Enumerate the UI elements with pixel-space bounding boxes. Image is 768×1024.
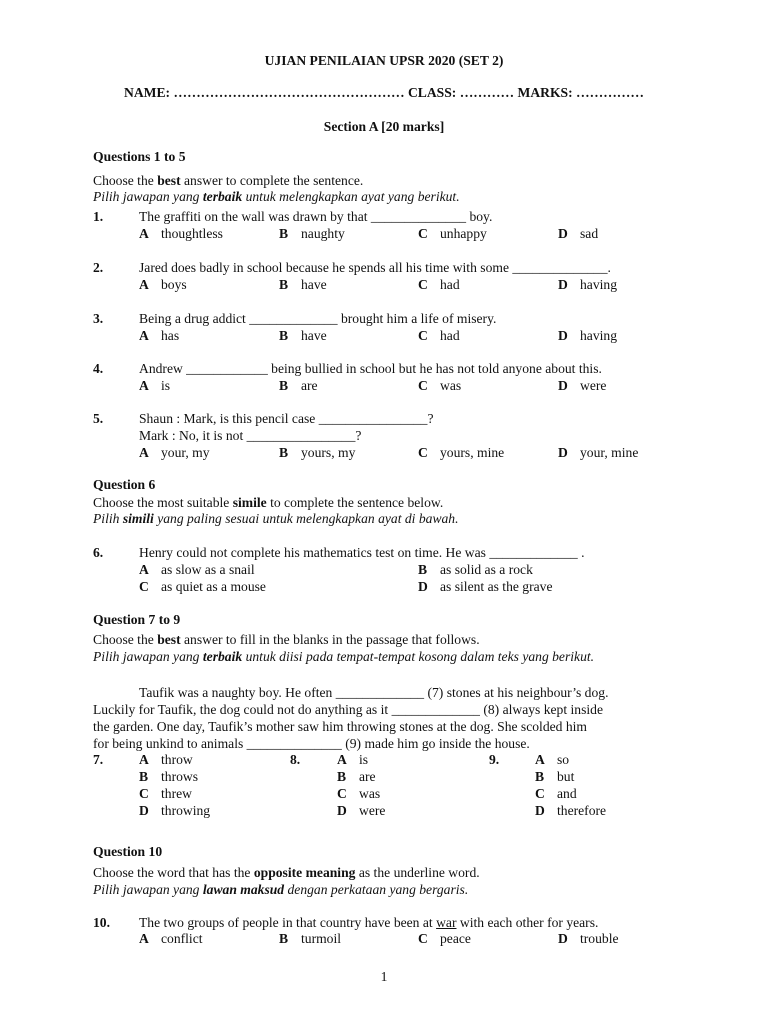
q1-option-a[interactable]: A thoughtless: [139, 226, 223, 241]
question-5-number: 5.: [93, 411, 104, 426]
question-7-number: 7.: [93, 752, 104, 767]
q2-option-a[interactable]: A boys: [139, 277, 187, 292]
q3-option-d[interactable]: D having: [558, 328, 617, 343]
question-1-text: The graffiti on the wall was drawn by that ______________ boy.: [139, 209, 493, 224]
q9-option-d[interactable]: D therefore: [535, 803, 607, 818]
question-10-text: The two groups of people in that country have been at war with each other for years.: [139, 915, 599, 930]
question-3-text: Being a drug addict _____________ brought him a life of misery.: [139, 311, 497, 326]
passage-line-3: the garden. One day, Taufik’s mother saw him throwing stones at the dog. She scolded him: [93, 719, 587, 734]
q3-option-b[interactable]: B have: [279, 328, 327, 343]
q7-option-a[interactable]: A throw: [139, 752, 193, 767]
q8-option-c[interactable]: C was: [337, 786, 381, 801]
q1-option-c[interactable]: C unhappy: [418, 226, 487, 241]
q5-option-d[interactable]: D your, mine: [558, 445, 639, 460]
passage-line-2: Luckily for Taufik, the dog could not do anything as it _____________ (8) always kept inside: [93, 702, 603, 717]
question-3-number: 3.: [93, 311, 104, 326]
question-5-text: Shaun : Mark, is this pencil case ________________?: [139, 411, 434, 426]
question-1-number: 1.: [93, 209, 104, 224]
instruction-10-malay: Pilih jawapan yang lawan maksud dengan perkataan yang bergaris.: [93, 882, 469, 897]
instruction-6: Choose the most suitable simile to complete the sentence below.: [93, 495, 444, 510]
question-10-number: 10.: [93, 915, 110, 930]
passage-line-4: for being unkind to animals ______________ (9) made him go inside the house.: [93, 736, 530, 751]
instruction-7-9: Choose the best answer to fill in the blanks in the passage that follows.: [93, 632, 480, 647]
underlined-word: war: [436, 915, 457, 930]
q9-option-a[interactable]: A so: [535, 752, 570, 767]
q4-option-d[interactable]: D were: [558, 378, 607, 393]
q7-option-b[interactable]: B throws: [139, 769, 199, 784]
q4-option-b[interactable]: B are: [279, 378, 318, 393]
q10-option-b[interactable]: B turmoil: [279, 931, 342, 946]
question-4-text: Andrew ____________ being bullied in school but he has not told anyone about this.: [139, 361, 602, 376]
q6-option-c[interactable]: C as quiet as a mouse: [139, 579, 266, 594]
questions-7-9-heading: Question 7 to 9: [93, 612, 181, 627]
q5-option-b[interactable]: B yours, my: [279, 445, 356, 460]
q8-option-d[interactable]: D were: [337, 803, 386, 818]
q10-option-a[interactable]: A conflict: [139, 931, 203, 946]
instruction-7-9-malay: Pilih jawapan yang terbaik untuk diisi pada tempat-tempat kosong dalam teks yang berikut.: [93, 649, 595, 664]
instruction-6-malay: Pilih simili yang paling sesuai untuk melengkapkan ayat di bawah.: [93, 511, 459, 526]
q3-option-a[interactable]: A has: [139, 328, 180, 343]
q1-option-d[interactable]: D sad: [558, 226, 599, 241]
q10-option-c[interactable]: C peace: [418, 931, 471, 946]
question-2-text: Jared does badly in school because he spends all his time with some ______________.: [139, 260, 611, 275]
q5-option-c[interactable]: C yours, mine: [418, 445, 505, 460]
passage-line-1: Taufik was a naughty boy. He often _____________ (7) stones at his neighbour’s dog.: [139, 685, 609, 700]
q2-option-d[interactable]: D having: [558, 277, 617, 292]
question-9-number: 9.: [489, 752, 500, 767]
question-10-heading: Question 10: [93, 844, 163, 859]
instruction-1-5: Choose the best answer to complete the sentence.: [93, 173, 364, 188]
question-8-number: 8.: [290, 752, 301, 767]
q6-option-b[interactable]: B as solid as a rock: [418, 562, 533, 577]
q4-option-a[interactable]: A is: [139, 378, 171, 393]
page-number: 1: [380, 969, 388, 984]
q2-option-c[interactable]: C had: [418, 277, 460, 292]
question-6-text: Henry could not complete his mathematics test on time. He was _____________ .: [139, 545, 585, 560]
q9-option-b[interactable]: B but: [535, 769, 575, 784]
q2-option-b[interactable]: B have: [279, 277, 327, 292]
question-6-heading: Question 6: [93, 477, 156, 492]
questions-1-5-heading: Questions 1 to 5: [93, 149, 186, 164]
q7-option-d[interactable]: D throwing: [139, 803, 211, 818]
exam-title: UJIAN PENILAIAN UPSR 2020 (SET 2): [264, 53, 504, 68]
question-4-number: 4.: [93, 361, 104, 376]
q9-option-c[interactable]: C and: [535, 786, 577, 801]
q7-option-c[interactable]: C threw: [139, 786, 192, 801]
q3-option-c[interactable]: C had: [418, 328, 460, 343]
q10-option-d[interactable]: D trouble: [558, 931, 619, 946]
student-info-line: NAME: …………………………………………… CLASS: ………… MARKS: ……………: [124, 85, 644, 100]
section-heading: Section A [20 marks]: [323, 119, 445, 134]
question-6-number: 6.: [93, 545, 104, 560]
instruction-10: Choose the word that has the opposite meaning as the underline word.: [93, 865, 480, 880]
q4-option-c[interactable]: C was: [418, 378, 462, 393]
question-2-number: 2.: [93, 260, 104, 275]
instruction-1-5-malay: Pilih jawapan yang terbaik untuk melengkapkan ayat yang berikut.: [93, 189, 460, 204]
q5-option-a[interactable]: A your, my: [139, 445, 210, 460]
q1-option-b[interactable]: B naughty: [279, 226, 345, 241]
q8-option-b[interactable]: B are: [337, 769, 376, 784]
question-5-text-2: Mark : No, it is not ________________?: [139, 428, 362, 443]
q6-option-a[interactable]: A as slow as a snail: [139, 562, 255, 577]
q6-option-d[interactable]: D as silent as the grave: [418, 579, 553, 594]
q8-option-a[interactable]: A is: [337, 752, 369, 767]
